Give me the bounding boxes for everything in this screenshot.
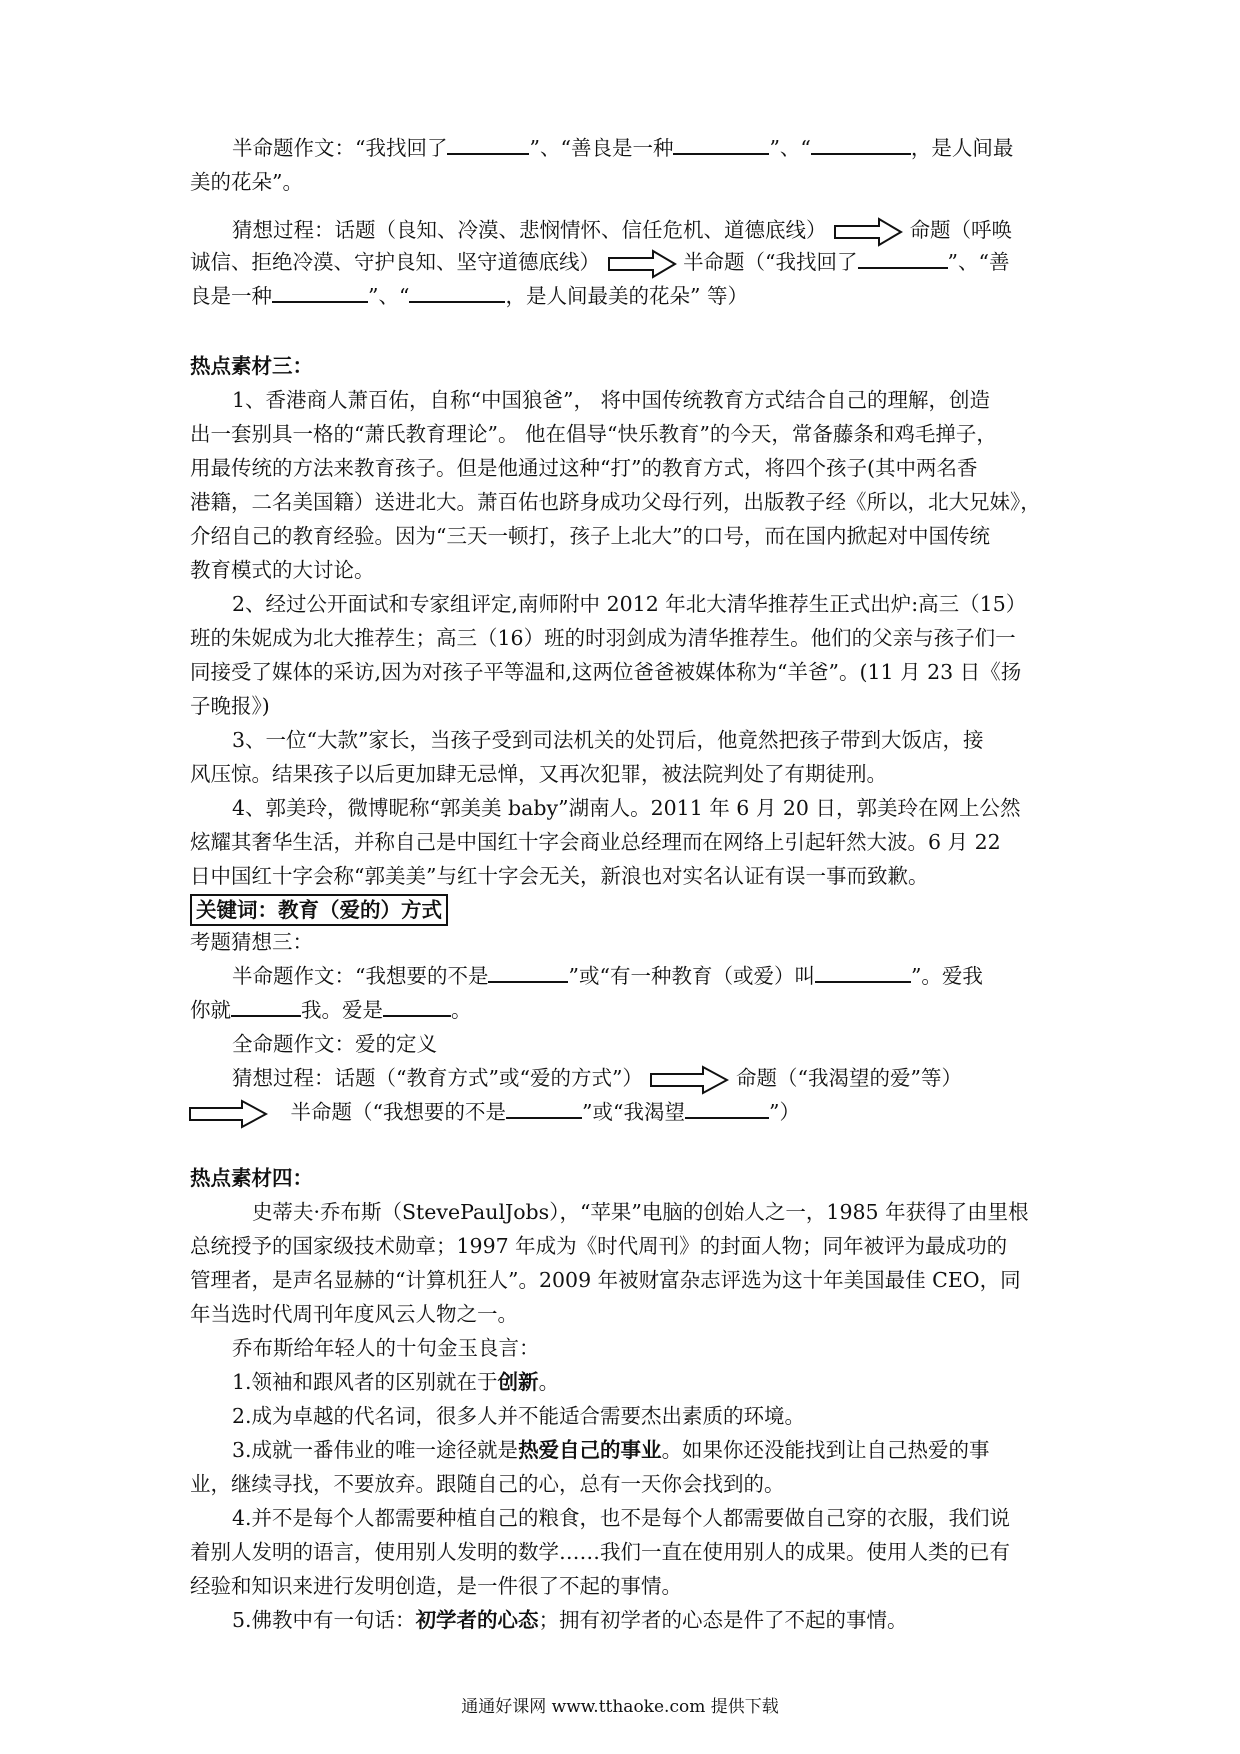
keyword-box: 关键词：教育（爱的）方式 xyxy=(190,894,448,926)
full-title-line: 全命题作文：爱的定义 xyxy=(232,1032,437,1056)
text: 5.佛教中有一句话： xyxy=(232,1608,416,1632)
text: 。如果你还没能找到让自己热爱的事 xyxy=(661,1438,990,1462)
list-intro: 乔布斯给年轻人的十句金玉良言： xyxy=(232,1336,540,1360)
text: ；拥有初学者的心态是件了不起的事情。 xyxy=(538,1608,908,1632)
text: ，是人间最 xyxy=(910,136,1014,160)
text: ，是人间最美的花朵” 等） xyxy=(505,284,748,308)
paragraph-line: 4、郭美玲，微博昵称“郭美美 baby”湖南人。2011 年 6 月 20 日，郭美玲在网上公然 xyxy=(232,796,1021,820)
paragraph-line: 介绍自己的教育经验。因为“三天一顿打，孩子上北大”的口号，而在国内掀起对中国传统 xyxy=(190,524,990,548)
paragraph-line: 3、一位“大款”家长，当孩子受到司法机关的处罚后，他竟然把孩子带到大饭店，接 xyxy=(232,728,984,752)
text: 半命题（“我找回了 xyxy=(683,250,858,274)
right-arrow-icon xyxy=(649,1065,729,1095)
keyword-line xyxy=(190,894,1060,926)
fill-blank xyxy=(811,133,911,155)
half-title-cont: 美的花朵”。 xyxy=(190,170,303,194)
fill-blank xyxy=(673,133,769,155)
list-item xyxy=(190,1366,1102,1398)
fill-blank xyxy=(685,1097,769,1119)
guess-label: 考题猜想三： xyxy=(190,930,313,954)
emphasis-text: 创新 xyxy=(497,1370,539,1394)
paragraph-line: 日中国红十字会称“郭美美”与红十字会无关，新浪也对实名认证有误一事而致歉。 xyxy=(190,864,929,888)
text: 诚信、拒绝冷漠、守护良知、坚守道德底线） xyxy=(190,250,600,274)
text: ”、“ xyxy=(769,136,811,160)
text: 猜想过程：话题（良知、冷漠、悲悯情怀、信任危机、道德底线） xyxy=(232,218,827,242)
paragraph-line: 年当选时代周刊年度风云人物之一。 xyxy=(190,1302,518,1326)
text: ”、“ xyxy=(368,284,410,308)
fill-blank xyxy=(383,995,451,1017)
list-item-cont: 着别人发明的语言，使用别人发明的数学……我们一直在使用别人的成果。使用人类的已有 xyxy=(190,1540,1010,1564)
paragraph-line: 子晚报》) xyxy=(190,694,270,718)
text: 命题（“我渴望的爱”等） xyxy=(735,1066,962,1090)
paragraph-line: 史蒂夫·乔布斯（StevePaulJobs），“苹果”电脑的创始人之一，1985 年获得了由里根 xyxy=(252,1200,1029,1224)
list-item: 4.并不是每个人都需要种植自己的粮食，也不是每个人都需要做自己穿的衣服，我们说 xyxy=(232,1506,1011,1530)
page-footer: 通通好课网 www.tthaoke.com 提供下载 xyxy=(461,1697,779,1717)
guess-process-line-2 xyxy=(188,1096,1058,1129)
fill-blank xyxy=(506,1097,582,1119)
half-title-line xyxy=(190,960,1102,992)
paragraph-line: 总统授予的国家级技术勋章；1997 年成为《时代周刊》的封面人物；同年被评为最成功的 xyxy=(190,1234,1008,1258)
right-arrow-icon xyxy=(607,249,677,279)
fill-blank xyxy=(858,247,948,269)
emphasis-text: 初学者的心态 xyxy=(415,1608,539,1632)
guess-process-line-3 xyxy=(190,280,1060,312)
text: 半命题作文：“我想要的不是 xyxy=(232,964,489,988)
text: ”或“我渴望 xyxy=(582,1100,685,1124)
fill-blank xyxy=(447,133,529,155)
list-item xyxy=(190,1604,1102,1636)
section-heading: 热点素材三： xyxy=(190,354,313,378)
half-title-line xyxy=(190,132,1102,164)
paragraph-line: 港籍，二名美国籍）送进北大。萧百佑也跻身成功父母行列，出版教子经《所以，北大兄妹》， xyxy=(190,490,1041,514)
list-item xyxy=(190,1434,1102,1466)
fill-blank xyxy=(815,961,911,983)
list-item-cont: 经验和知识来进行发明创造，是一件很了不起的事情。 xyxy=(190,1574,682,1598)
paragraph-line: 同接受了媒体的采访,因为对孩子平等温和,这两位爸爸被媒体称为“羊爸”。(11 月 23 日《扬 xyxy=(190,660,1022,684)
fill-blank xyxy=(409,281,505,303)
text: 1.领袖和跟风者的区别就在于 xyxy=(232,1370,498,1394)
fill-blank xyxy=(272,281,368,303)
text: ”或“有一种教育（或爱）叫 xyxy=(568,964,815,988)
paragraph-line: 班的朱妮成为北大推荐生；高三（16）班的时羽剑成为清华推荐生。他们的父亲与孩子们一 xyxy=(190,626,1016,650)
right-arrow-icon xyxy=(188,1099,268,1129)
section-heading: 热点素材四： xyxy=(190,1166,313,1190)
text: 良是一种 xyxy=(190,284,272,308)
half-title-line-2 xyxy=(190,994,1060,1026)
text: 。 xyxy=(538,1370,560,1394)
guess-process-line xyxy=(190,1062,1102,1095)
emphasis-text: 热爱自己的事业 xyxy=(518,1438,662,1462)
text: 猜想过程：话题（“教育方式”或“爱的方式”） xyxy=(232,1066,643,1090)
text: ”、“善 xyxy=(947,250,1010,274)
fill-blank xyxy=(488,961,568,983)
text: 我。爱是 xyxy=(301,998,383,1022)
list-item: 2.成为卓越的代名词，很多人并不能适合需要杰出素质的环境。 xyxy=(232,1404,806,1428)
text: 你就 xyxy=(190,998,231,1022)
text: ”、“善良是一种 xyxy=(529,136,674,160)
paragraph-line: 出一套别具一格的“萧氏教育理论”。 他在倡导“快乐教育”的今天，常备藤条和鸡毛掸子， xyxy=(190,422,997,446)
guess-process-line-2 xyxy=(190,246,1060,279)
paragraph-line: 2、经过公开面试和专家组评定,南师附中 2012 年北大清华推荐生正式出炉:高三（15） xyxy=(232,592,1027,616)
paragraph-line: 教育模式的大讨论。 xyxy=(190,558,375,582)
fill-blank xyxy=(231,995,301,1017)
text: 半命题作文：“我找回了 xyxy=(232,136,448,160)
list-item-cont: 业，继续寻找，不要放弃。跟随自己的心，总有一天你会找到的。 xyxy=(190,1472,785,1496)
paragraph-line: 用最传统的方法来教育孩子。但是他通过这种“打”的教育方式，将四个孩子(其中两名香 xyxy=(190,456,978,480)
text: 3.成就一番伟业的唯一途径就是 xyxy=(232,1438,519,1462)
text: ”） xyxy=(768,1100,800,1124)
text: 命题（呼唤 xyxy=(909,218,1013,242)
guess-process-line xyxy=(190,214,1102,247)
paragraph-line: 炫耀其奢华生活，并称自己是中国红十字会商业总经理而在网络上引起轩然大波。6 月 22 xyxy=(190,830,1001,854)
paragraph-line: 管理者，是声名显赫的“计算机狂人”。2009 年被财富杂志评选为这十年美国最佳 CEO，同 xyxy=(190,1268,1021,1292)
text: 半命题（“我想要的不是 xyxy=(290,1100,507,1124)
paragraph-line: 风压惊。结果孩子以后更加肆无忌惮，又再次犯罪，被法院判处了有期徒刑。 xyxy=(190,762,887,786)
paragraph-line: 1、香港商人萧百佑，自称“中国狼爸”， 将中国传统教育方式结合自己的理解，创造 xyxy=(232,388,991,412)
text: ”。爱我 xyxy=(910,964,983,988)
right-arrow-icon xyxy=(833,217,903,247)
text: 。 xyxy=(451,998,472,1022)
